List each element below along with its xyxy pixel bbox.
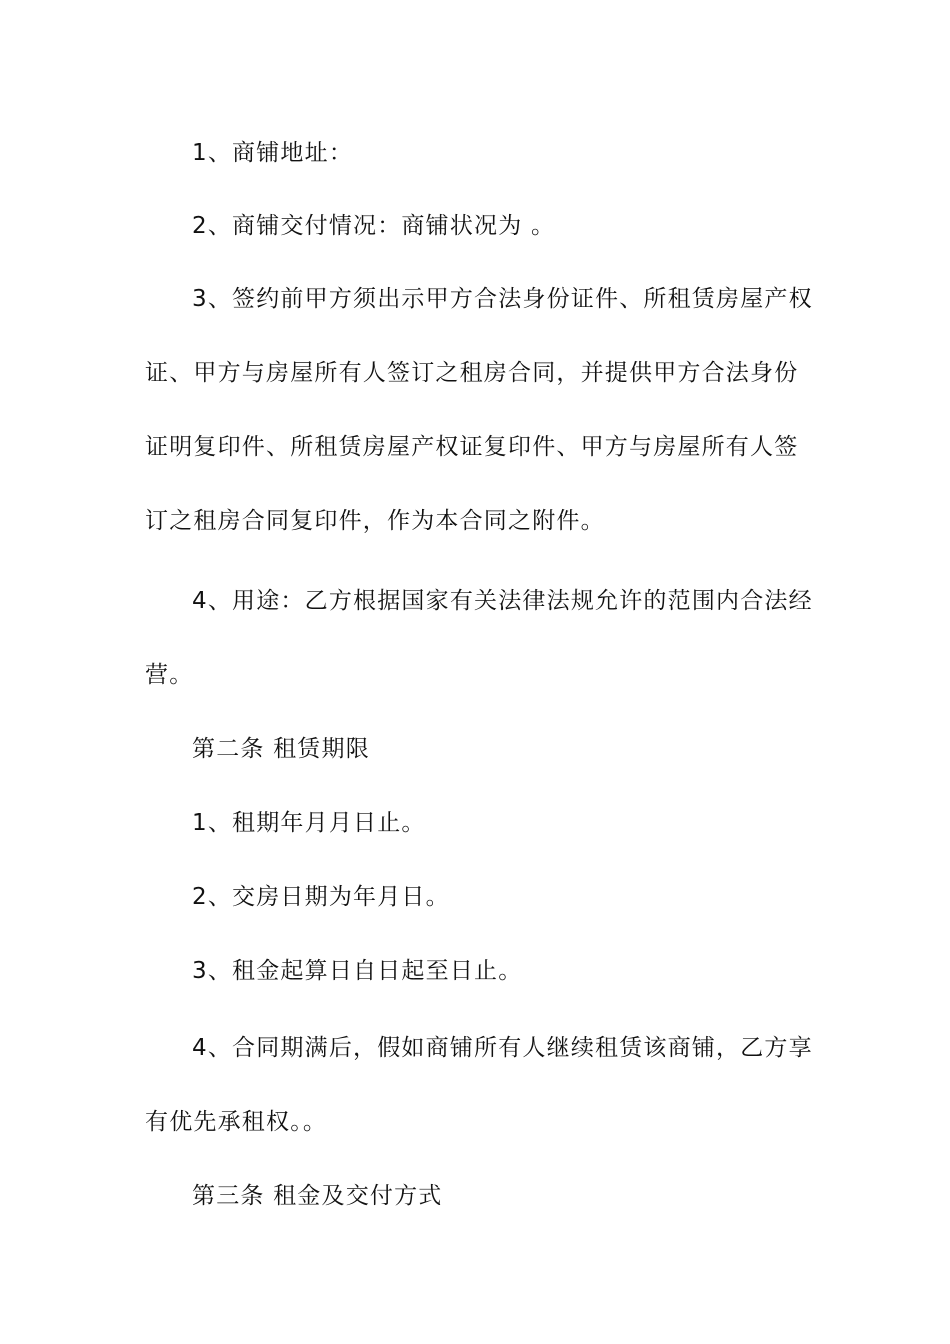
clause-4-line-1: 4、用途：乙方根据国家有关法律法规允许的范围内合法经	[192, 588, 813, 614]
section-3-heading: 第三条 租金及交付方式	[192, 1183, 443, 1209]
section-2-heading: 第二条 租赁期限	[192, 736, 370, 762]
term-clause-4-line-1: 4、合同期满后，假如商铺所有人继续租赁该商铺，乙方享	[192, 1035, 813, 1061]
term-clause-1: 1、租期年月月日止。	[192, 810, 426, 836]
clause-3-line-2: 证、甲方与房屋所有人签订之租房合同，并提供甲方合法身份	[145, 360, 799, 386]
clause-1-shop-address: 1、商铺地址：	[192, 140, 354, 166]
clause-2-delivery-status: 2、商铺交付情况：商铺状况为 。	[192, 213, 556, 239]
term-clause-3: 3、租金起算日自日起至日止。	[192, 958, 523, 984]
clause-3-line-3: 证明复印件、所租赁房屋产权证复印件、甲方与房屋所有人签	[145, 434, 799, 460]
clause-3-line-4: 订之租房合同复印件，作为本合同之附件。	[145, 508, 605, 534]
term-clause-2: 2、交房日期为年月日。	[192, 884, 450, 910]
clause-4-line-2: 营。	[145, 662, 194, 688]
clause-3-line-1: 3、签约前甲方须出示甲方合法身份证件、所租赁房屋产权	[192, 286, 813, 312]
term-clause-4-line-2: 有优先承租权。。	[145, 1109, 328, 1135]
